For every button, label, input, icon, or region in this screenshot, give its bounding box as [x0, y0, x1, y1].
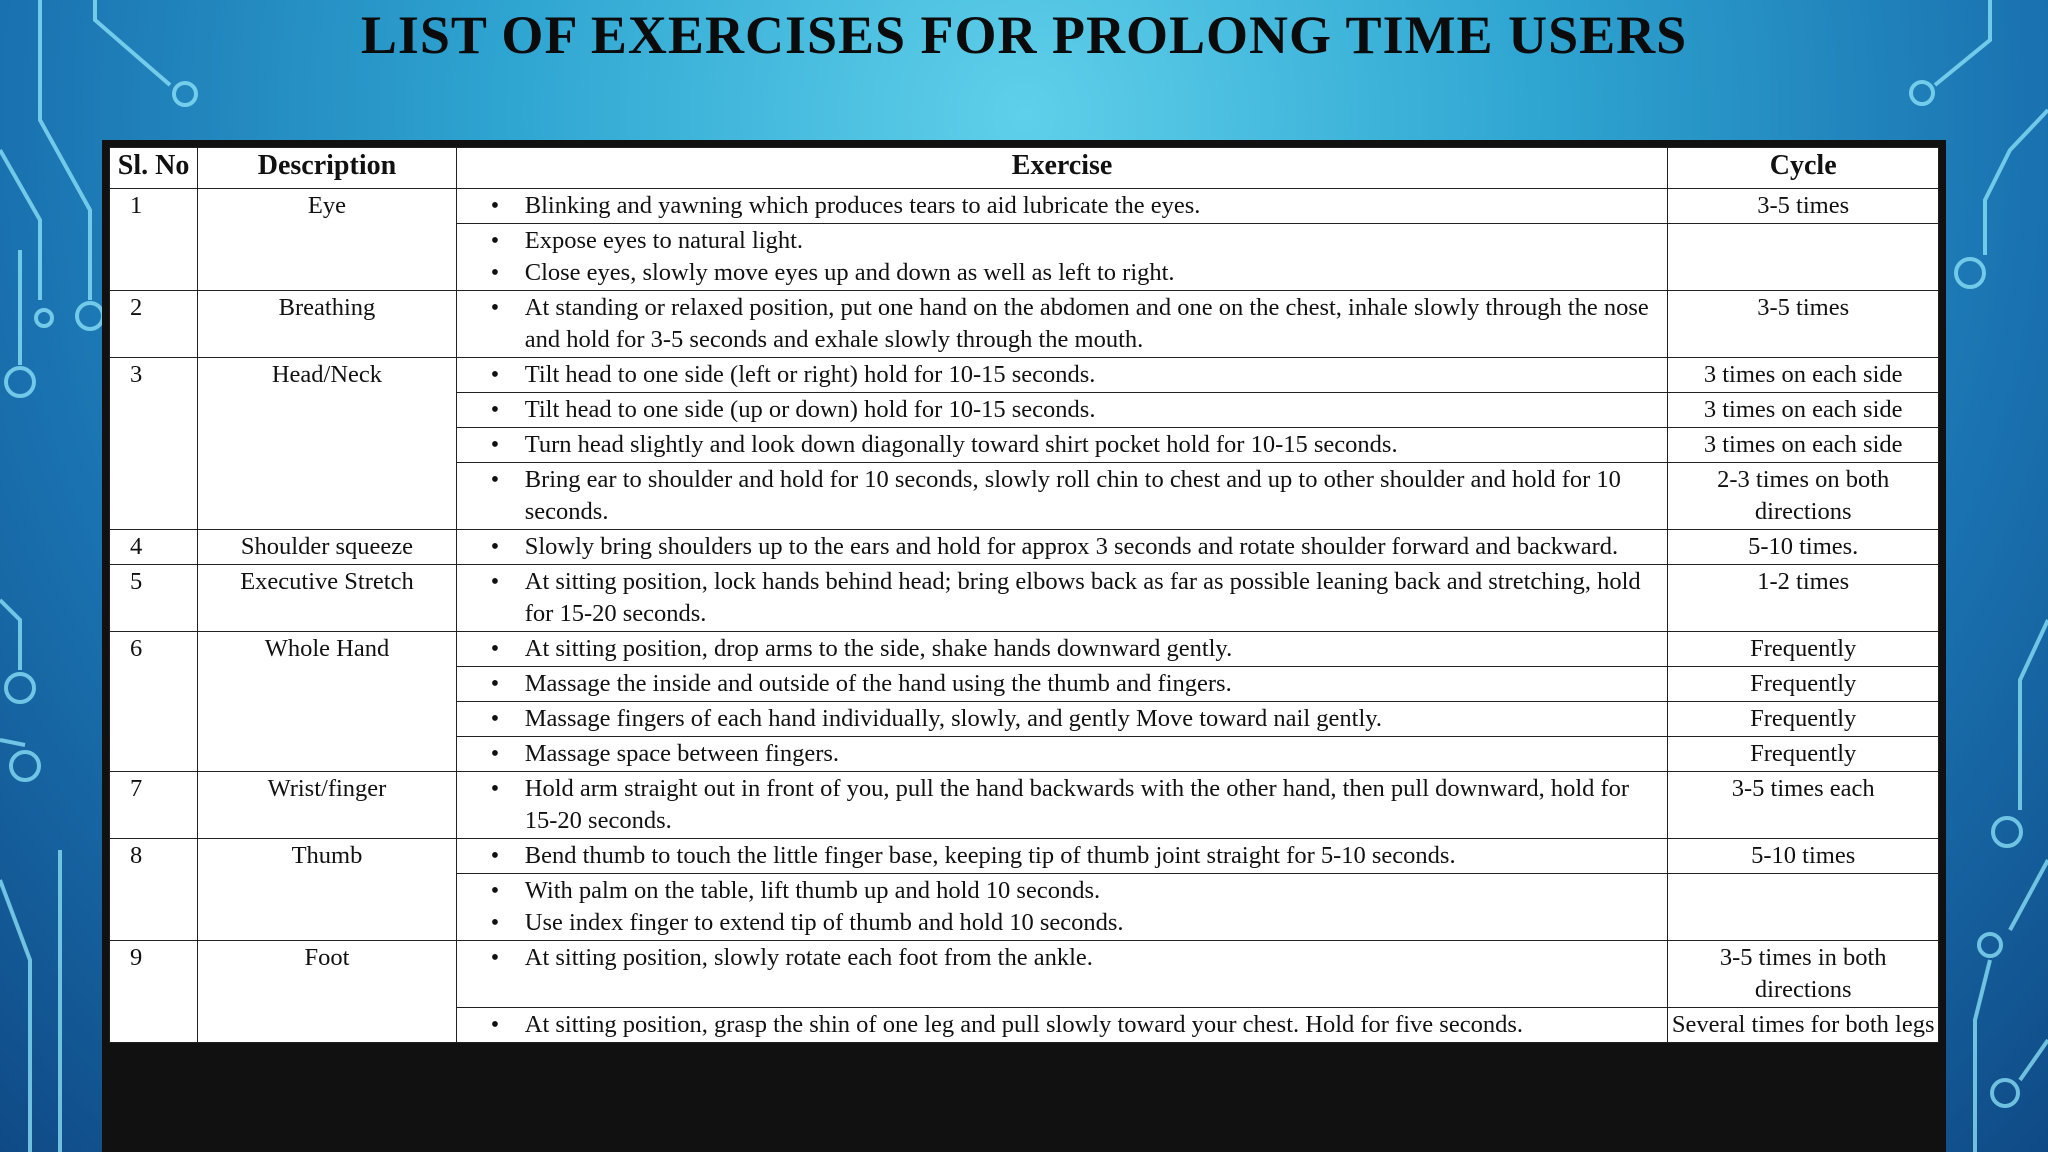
exercise-item: • Bring ear to shoulder and hold for 10 seconds, slowly roll chin to chest and up to other shoulder and hold for 10 seconds.	[487, 464, 1662, 528]
serial-number-cell: 3	[110, 358, 198, 530]
exercise-list	[487, 840, 1662, 872]
cycle-cell: 3-5 times	[1668, 291, 1939, 358]
exercise-item: • Hold arm straight out in front of you, pull the hand backwards with the other hand, then pull downward, hold for 15-20 seconds.	[487, 773, 1662, 837]
cycle-cell: 3 times on each side	[1668, 393, 1939, 428]
slide-title: LIST OF EXERCISES FOR PROLONG TIME USERS	[360, 5, 1688, 65]
exercise-list	[487, 738, 1662, 770]
exercise-item: • At sitting position, slowly rotate each foot from the ankle.	[487, 942, 1662, 974]
cycle-cell: 2-3 times on both directions	[1668, 463, 1939, 530]
table-header-row	[110, 148, 1939, 189]
cycle-cell: 3 times on each side	[1668, 358, 1939, 393]
exercise-item: • Tilt head to one side (up or down) hold for 10-15 seconds.	[487, 394, 1662, 426]
description-cell: Breathing	[198, 291, 457, 358]
cycle-cell: 3-5 times	[1668, 189, 1939, 224]
exercise-list	[487, 429, 1662, 461]
exercise-item: • At sitting position, grasp the shin of one leg and pull slowly toward your chest. Hold for five seconds.	[487, 1009, 1662, 1041]
exercise-list	[487, 531, 1662, 563]
exercise-list	[487, 190, 1662, 222]
exercise-item: • Close eyes, slowly move eyes up and down as well as left to right.	[487, 257, 1662, 289]
exercise-cell	[456, 463, 1668, 530]
cycle-cell: 3-5 times each	[1668, 772, 1939, 839]
description-cell: Foot	[198, 941, 457, 1043]
header-exercise: Exercise	[456, 148, 1668, 189]
exercise-list	[487, 773, 1662, 837]
cycle-cell: 5-10 times.	[1668, 530, 1939, 565]
cycle-cell: Several times for both legs	[1668, 1008, 1939, 1043]
table-body	[110, 189, 1939, 1043]
cycle-cell: Frequently	[1668, 737, 1939, 772]
cycle-cell: Frequently	[1668, 632, 1939, 667]
exercise-cell	[456, 189, 1668, 224]
exercise-cell	[456, 393, 1668, 428]
exercise-list	[487, 292, 1662, 356]
cycle-cell	[1668, 224, 1939, 291]
exercise-list	[487, 464, 1662, 528]
exercise-cell	[456, 565, 1668, 632]
exercise-list	[487, 942, 1662, 974]
exercise-item: • At standing or relaxed position, put one hand on the abdomen and one on the chest, inhale slowly through the nose and hold for 3-5 seconds and exhale slowly through the mouth.	[487, 292, 1662, 356]
exercise-item: • Blinking and yawning which produces tears to aid lubricate the eyes.	[487, 190, 1662, 222]
exercise-cell	[456, 632, 1668, 667]
table-row	[110, 941, 1939, 1008]
table-row	[110, 565, 1939, 632]
description-cell: Wrist/finger	[198, 772, 457, 839]
exercise-list	[487, 1009, 1662, 1041]
exercise-item: • Bend thumb to touch the little finger base, keeping tip of thumb joint straight for 5-10 seconds.	[487, 840, 1662, 872]
serial-number-cell: 1	[110, 189, 198, 291]
table-row	[110, 632, 1939, 667]
exercise-cell	[456, 224, 1668, 291]
header-cycle: Cycle	[1668, 148, 1939, 189]
exercise-item: • Use index finger to extend tip of thumb and hold 10 seconds.	[487, 907, 1662, 939]
serial-number-cell: 6	[110, 632, 198, 772]
exercise-list	[487, 566, 1662, 630]
table-row	[110, 291, 1939, 358]
exercise-cell	[456, 358, 1668, 393]
exercise-list	[487, 633, 1662, 665]
exercise-list	[487, 875, 1662, 939]
serial-number-cell: 8	[110, 839, 198, 941]
exercise-cell	[456, 530, 1668, 565]
serial-number-cell: 4	[110, 530, 198, 565]
cycle-cell: 5-10 times	[1668, 839, 1939, 874]
exercise-item: • At sitting position, drop arms to the side, shake hands downward gently.	[487, 633, 1662, 665]
table-row	[110, 772, 1939, 839]
exercise-item: • Expose eyes to natural light.	[487, 225, 1662, 257]
exercise-item: • At sitting position, lock hands behind head; bring elbows back as far as possible leaning back and stretching, hold for 15-20 seconds.	[487, 566, 1662, 630]
table-row	[110, 530, 1939, 565]
exercise-item: • Massage the inside and outside of the hand using the thumb and fingers.	[487, 668, 1662, 700]
exercise-cell	[456, 839, 1668, 874]
table-row	[110, 839, 1939, 874]
cycle-cell: 3-5 times in both directions	[1668, 941, 1939, 1008]
exercise-cell	[456, 291, 1668, 358]
exercise-cell	[456, 737, 1668, 772]
cycle-cell: Frequently	[1668, 702, 1939, 737]
exercise-item: • Tilt head to one side (left or right) hold for 10-15 seconds.	[487, 359, 1662, 391]
exercise-list	[487, 359, 1662, 391]
description-cell: Thumb	[198, 839, 457, 941]
exercise-item: • Slowly bring shoulders up to the ears and hold for approx 3 seconds and rotate shoulder forward and backward.	[487, 531, 1662, 563]
exercise-list	[487, 225, 1662, 289]
description-cell: Shoulder squeeze	[198, 530, 457, 565]
table-frame	[102, 140, 1946, 1152]
table-row	[110, 189, 1939, 224]
exercise-cell	[456, 1008, 1668, 1043]
serial-number-cell: 2	[110, 291, 198, 358]
header-sl-no: Sl. No	[110, 148, 198, 189]
exercise-table	[109, 147, 1939, 1043]
description-cell: Head/Neck	[198, 358, 457, 530]
cycle-cell: 1-2 times	[1668, 565, 1939, 632]
exercise-item: • With palm on the table, lift thumb up and hold 10 seconds.	[487, 875, 1662, 907]
serial-number-cell: 5	[110, 565, 198, 632]
description-cell: Whole Hand	[198, 632, 457, 772]
cycle-cell: Frequently	[1668, 667, 1939, 702]
exercise-list	[487, 703, 1662, 735]
exercise-list	[487, 394, 1662, 426]
header-description: Description	[198, 148, 457, 189]
exercise-cell	[456, 874, 1668, 941]
exercise-item: • Turn head slightly and look down diagonally toward shirt pocket hold for 10-15 seconds.	[487, 429, 1662, 461]
exercise-cell	[456, 941, 1668, 1008]
exercise-item: • Massage space between fingers.	[487, 738, 1662, 770]
description-cell: Executive Stretch	[198, 565, 457, 632]
table-row	[110, 358, 1939, 393]
serial-number-cell: 9	[110, 941, 198, 1043]
serial-number-cell: 7	[110, 772, 198, 839]
exercise-item: • Massage fingers of each hand individually, slowly, and gently Move toward nail gently.	[487, 703, 1662, 735]
exercise-cell	[456, 428, 1668, 463]
description-cell: Eye	[198, 189, 457, 291]
exercise-cell	[456, 667, 1668, 702]
cycle-cell: 3 times on each side	[1668, 428, 1939, 463]
cycle-cell	[1668, 874, 1939, 941]
exercise-list	[487, 668, 1662, 700]
exercise-cell	[456, 772, 1668, 839]
exercise-cell	[456, 702, 1668, 737]
